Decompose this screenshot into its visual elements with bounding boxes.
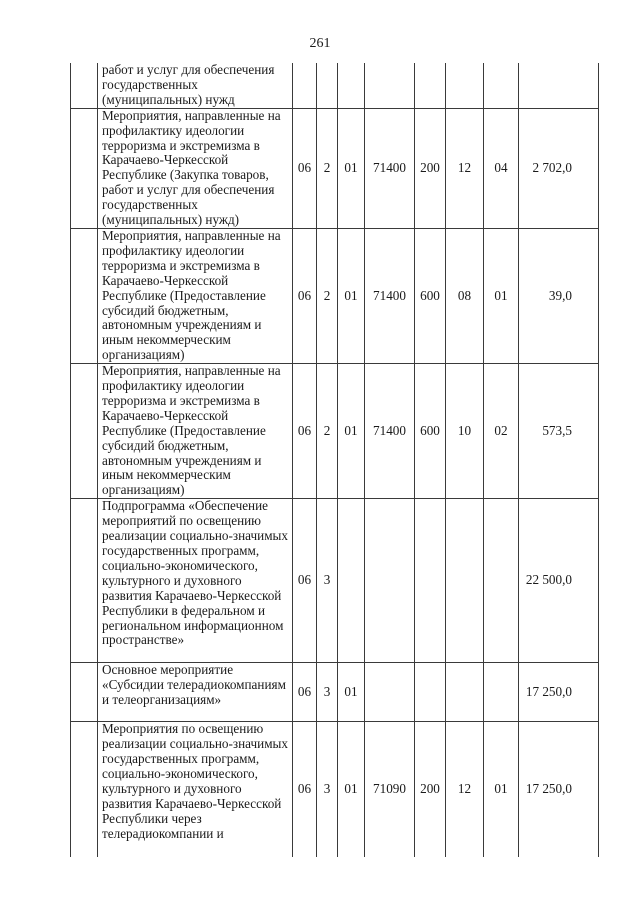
om-code-cell: 01 [338, 722, 365, 857]
amount-cell: 573,5 [519, 364, 599, 499]
expense-type-cell [415, 499, 446, 663]
subsection-code-cell [484, 63, 519, 108]
direction-code-cell: 71400 [365, 364, 415, 499]
subsection-code-cell: 04 [484, 108, 519, 228]
amount-cell: 2 702,0 [519, 108, 599, 228]
subsection-code-cell: 01 [484, 722, 519, 857]
amount-cell [519, 63, 599, 108]
om-code-cell: 01 [338, 364, 365, 499]
row-number-cell [71, 108, 98, 228]
expense-type-cell [415, 63, 446, 108]
table-row [71, 364, 599, 499]
name-cell: Мероприятия по освещению реализации социально-значимых государственных программ, социально-экономического, культурного и духовного развития Карачаево-Черкесской Республики через телерадиокомпании и [98, 722, 293, 857]
om-code-cell: 01 [338, 663, 365, 722]
direction-code-cell: 71090 [365, 722, 415, 857]
gp-code-cell: 06 [293, 722, 317, 857]
section-code-cell: 08 [446, 228, 484, 363]
gp-code-cell: 06 [293, 663, 317, 722]
gp-code-cell [293, 63, 317, 108]
budget-table-body [71, 63, 599, 857]
pp-code-cell: 3 [317, 722, 338, 857]
row-number-cell [71, 63, 98, 108]
name-cell: работ и услуг для обеспечения государственных (муниципальных) нужд [98, 63, 293, 108]
section-code-cell: 10 [446, 364, 484, 499]
table-row [71, 63, 599, 108]
expense-type-cell: 600 [415, 364, 446, 499]
gp-code-cell: 06 [293, 364, 317, 499]
section-code-cell: 12 [446, 722, 484, 857]
amount-cell: 17 250,0 [519, 722, 599, 857]
pp-code-cell [317, 63, 338, 108]
direction-code-cell [365, 499, 415, 663]
expense-type-cell: 200 [415, 108, 446, 228]
row-number-cell [71, 499, 98, 663]
om-code-cell [338, 63, 365, 108]
row-number-cell [71, 663, 98, 722]
direction-code-cell: 71400 [365, 228, 415, 363]
name-cell: Подпрограмма «Обеспечение мероприятий по освещению реализации социально-значимых государственных программ, социально-экономического, культурного и духовного развития Карачаево-Черкесской Республики в федеральном и региональном информационном пространстве» [98, 499, 293, 663]
subsection-code-cell [484, 663, 519, 722]
section-code-cell [446, 499, 484, 663]
row-number-cell [71, 722, 98, 857]
subsection-code-cell [484, 499, 519, 663]
expense-type-cell: 200 [415, 722, 446, 857]
amount-cell: 17 250,0 [519, 663, 599, 722]
om-code-cell: 01 [338, 108, 365, 228]
name-cell: Мероприятия, направленные на профилактику идеологии терроризма и экстремизма в Карачаево-Черкесской Республике (Предоставление субсидий бюджетным, автономным учреждениям и иным некоммерческим организациям) [98, 228, 293, 363]
om-code-cell [338, 499, 365, 663]
table-row [71, 722, 599, 857]
direction-code-cell [365, 63, 415, 108]
amount-cell: 22 500,0 [519, 499, 599, 663]
direction-code-cell: 71400 [365, 108, 415, 228]
subsection-code-cell: 02 [484, 364, 519, 499]
row-number-cell [71, 364, 98, 499]
pp-code-cell: 2 [317, 108, 338, 228]
page-number: 261 [309, 36, 331, 51]
name-cell: Основное мероприятие «Субсидии телерадиокомпаниям и телеорганизациям» [98, 663, 293, 722]
table-row [71, 228, 599, 363]
section-code-cell [446, 663, 484, 722]
om-code-cell: 01 [338, 228, 365, 363]
name-cell: Мероприятия, направленные на профилактику идеологии терроризма и экстремизма в Карачаево-Черкесской Республике (Предоставление субсидий бюджетным, автономным учреждениям и иным некоммерческим организациям) [98, 364, 293, 499]
direction-code-cell [365, 663, 415, 722]
gp-code-cell: 06 [293, 108, 317, 228]
gp-code-cell: 06 [293, 228, 317, 363]
name-cell: Мероприятия, направленные на профилактику идеологии терроризма и экстремизма в Карачаево-Черкесской Республике (Закупка товаров, работ и услуг для обеспечения государственных (муниципальных) нужд) [98, 108, 293, 228]
pp-code-cell: 3 [317, 499, 338, 663]
expense-type-cell [415, 663, 446, 722]
budget-table [70, 63, 599, 857]
expense-type-cell: 600 [415, 228, 446, 363]
table-row [71, 663, 599, 722]
section-code-cell: 12 [446, 108, 484, 228]
pp-code-cell: 2 [317, 364, 338, 499]
gp-code-cell: 06 [293, 499, 317, 663]
subsection-code-cell: 01 [484, 228, 519, 363]
pp-code-cell: 2 [317, 228, 338, 363]
section-code-cell [446, 63, 484, 108]
pp-code-cell: 3 [317, 663, 338, 722]
amount-cell: 39,0 [519, 228, 599, 363]
table-row [71, 499, 599, 663]
row-number-cell [71, 228, 98, 363]
table-row [71, 108, 599, 228]
